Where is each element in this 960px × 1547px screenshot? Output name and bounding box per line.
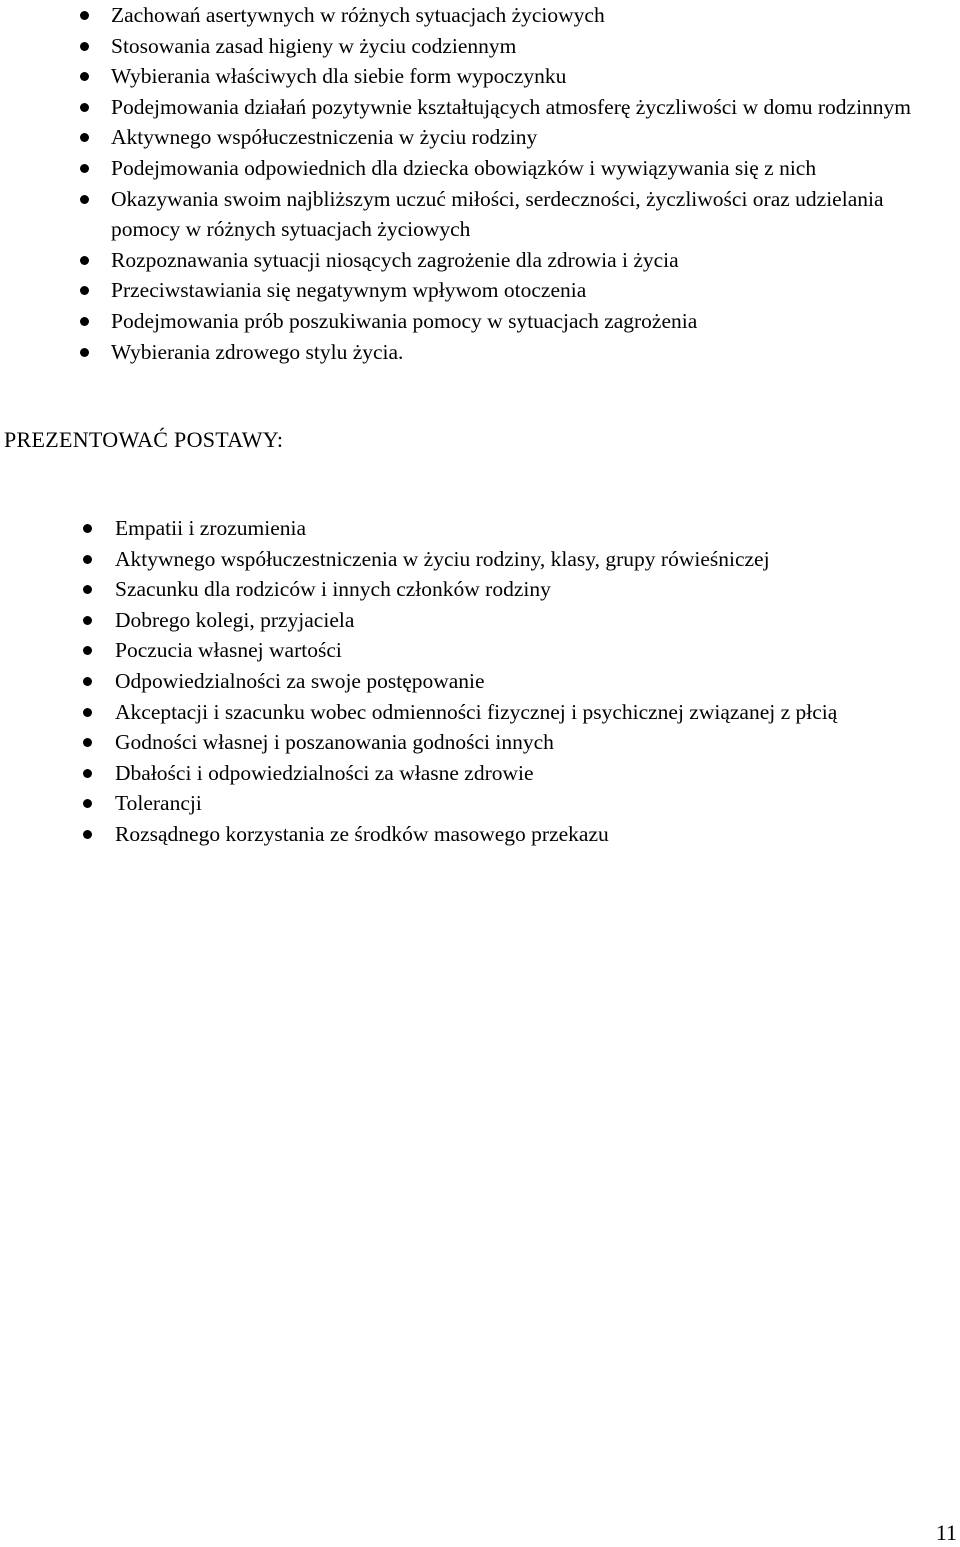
list-item — [0, 544, 921, 575]
list-item-text: Zachowań asertywnych w różnych sytuacjach życiowych — [111, 3, 605, 27]
list-item — [0, 758, 921, 789]
list-item — [0, 697, 921, 728]
list-item — [0, 605, 921, 636]
list-item — [0, 153, 949, 184]
bullet-icon — [83, 799, 92, 808]
list-item-text: Rozsądnego korzystania ze środków masowego przekazu — [115, 821, 609, 846]
list-item-text: Szacunku dla rodziców i innych członków rodziny — [115, 577, 551, 602]
bullet-icon — [80, 103, 89, 112]
bullet-icon — [83, 555, 92, 564]
list-item — [0, 574, 921, 605]
list-item — [0, 275, 949, 306]
list-item-text: Stosowania zasad higieny w życiu codziennym — [111, 33, 517, 58]
list-item-text: Wybierania zdrowego stylu życia. — [111, 339, 404, 364]
list-item — [0, 0, 949, 31]
list-item — [0, 92, 949, 123]
list-item-text: Tolerancji — [115, 791, 202, 816]
bullet-icon — [83, 585, 92, 594]
list-item-text: Empatii i zrozumienia — [115, 516, 307, 540]
bullet-icon — [83, 769, 92, 778]
list-item — [0, 184, 949, 245]
bullet-icon — [80, 286, 89, 295]
list-item-text: Aktywnego współuczestniczenia w życiu rodziny, klasy, grupy rówieśniczej — [115, 546, 770, 571]
list-item-text: Podejmowania działań pozytywnie kształtujących atmosferę życzliwości w domu rodzinnym — [111, 94, 912, 119]
list-item-text: Okazywania swoim najbliższym uczuć miłości, serdeczności, życzliwości oraz udzielania pomocy w różnych sytuacjach życiowych — [111, 186, 884, 242]
list-item — [0, 337, 949, 368]
bullet-icon — [80, 11, 89, 20]
list-item — [0, 513, 921, 544]
list-item — [0, 788, 921, 819]
list-item — [0, 122, 949, 153]
list-item-text: Wybierania właściwych dla siebie form wypoczynku — [111, 64, 567, 89]
list-item — [0, 635, 921, 666]
list-item — [0, 245, 949, 276]
bullet-icon — [83, 616, 92, 625]
bullet-icon — [80, 164, 89, 173]
list-item-text: Akceptacji i szacunku wobec odmienności fizycznej i psychicznej związanej z płcią — [115, 699, 838, 724]
bullet-icon — [83, 677, 92, 686]
list-item — [0, 819, 921, 850]
list-item — [0, 666, 921, 697]
section-heading: PREZENTOWAĆ POSTAWY: — [4, 427, 284, 452]
list-item-text: Rozpoznawania sytuacji niosących zagrożenie dla zdrowia i życia — [111, 247, 679, 272]
bullet-icon — [80, 317, 89, 326]
list-item — [0, 727, 921, 758]
list-item-text: Podejmowania odpowiednich dla dziecka obowiązków i wywiązywania się z nich — [111, 155, 817, 180]
list-item-text: Dbałości i odpowiedzialności za własne zdrowie — [115, 760, 534, 785]
list-item-text: Podejmowania prób poszukiwania pomocy w sytuacjach zagrożenia — [111, 308, 698, 333]
bullet-icon — [80, 42, 89, 51]
bullet-icon — [83, 738, 92, 747]
skills-list — [0, 0, 949, 367]
bullet-icon — [80, 72, 89, 81]
bullet-icon — [83, 646, 92, 655]
list-item-text: Przeciwstawiania się negatywnym wpływom otoczenia — [111, 278, 587, 303]
list-item — [0, 31, 949, 62]
page-number: 11 — [935, 1520, 957, 1545]
list-item-text: Godności własnej i poszanowania godności innych — [115, 730, 554, 755]
bullet-icon — [83, 524, 92, 533]
bullet-icon — [80, 348, 89, 357]
list-item — [0, 61, 949, 92]
list-item — [0, 306, 949, 337]
bullet-icon — [83, 708, 92, 717]
attitudes-list — [0, 513, 921, 850]
bullet-icon — [80, 256, 89, 265]
list-item-text: Aktywnego współuczestniczenia w życiu rodziny — [111, 125, 538, 150]
bullet-icon — [80, 195, 89, 204]
list-item-text: Dobrego kolegi, przyjaciela — [115, 607, 355, 632]
bullet-icon — [80, 133, 89, 142]
bullet-icon — [83, 830, 92, 839]
list-item-text: Odpowiedzialności za swoje postępowanie — [115, 668, 485, 693]
list-item-text: Poczucia własnej wartości — [115, 638, 342, 663]
